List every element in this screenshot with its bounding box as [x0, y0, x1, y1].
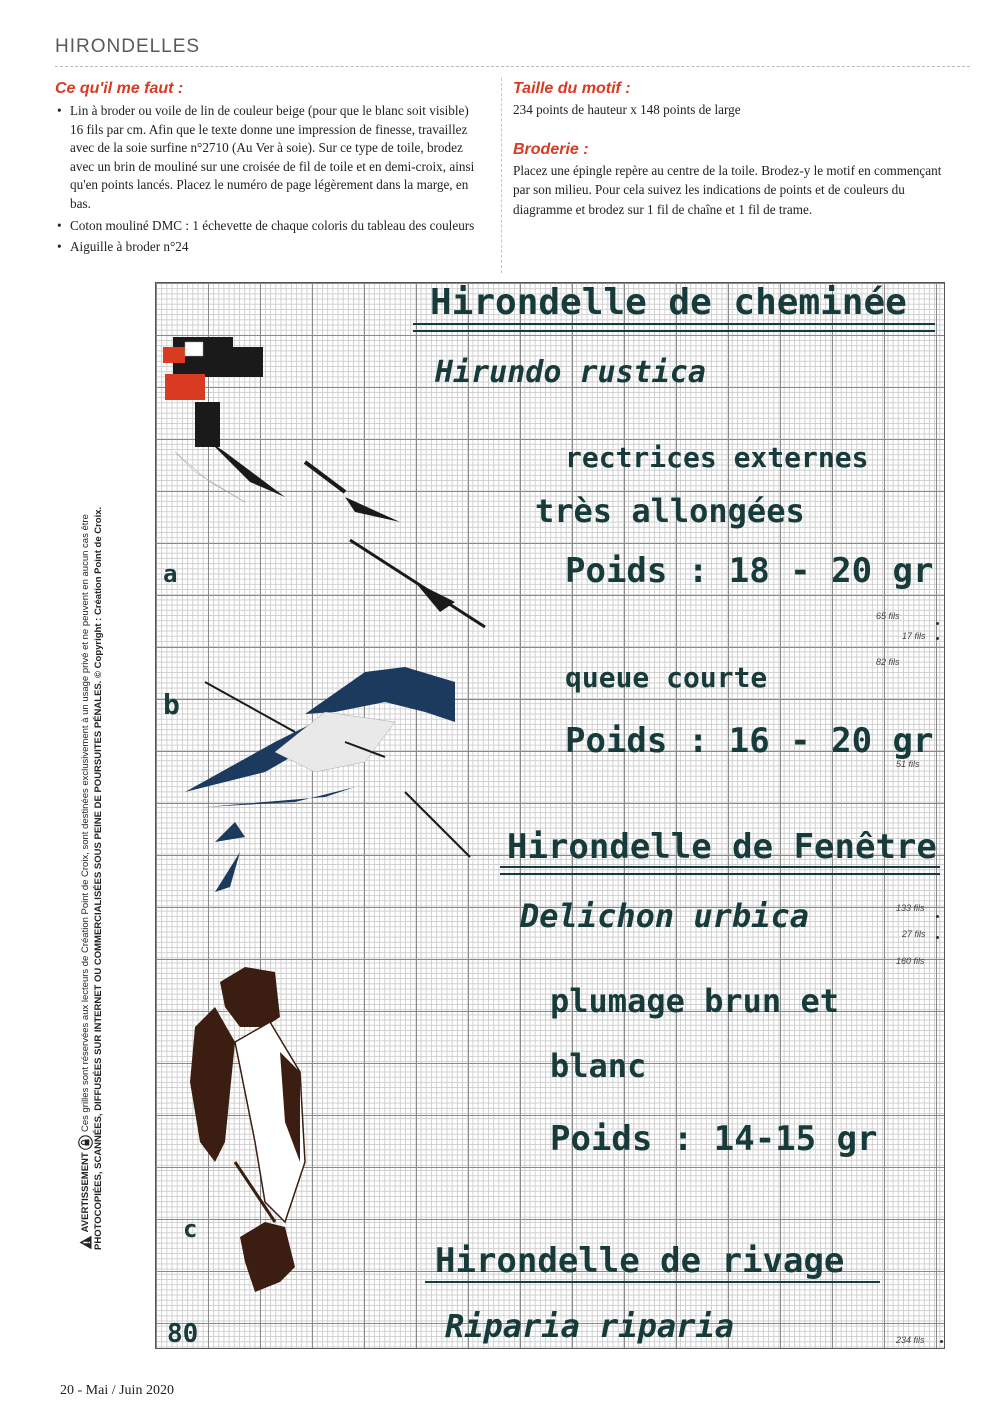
chart-title-sand-martin: Hirondelle de rivage: [435, 1241, 845, 1281]
chart-letter-b: b: [163, 688, 180, 721]
fils-dot: [936, 622, 939, 625]
materials-item: • Aiguille à broder n°24: [55, 238, 485, 257]
warning-title: AVERTISSEMENT: [80, 1152, 92, 1233]
fils-mark: 160 fils: [896, 956, 925, 966]
warning-line1: Ces grilles sont réservées aux lecteurs de Création Point de Croix, sont destinées exclusivement à un usage privé et ne peuvent en aucun cas être: [80, 514, 92, 1133]
motif-size-heading: Taille du motif :: [513, 80, 631, 97]
materials-item: • Lin à broder ou voile de lin de couleur beige (pour que le blanc soit visible) 16 fils par cm. Afin que le texte donne une impression de finesse, travaillez avec de la soie surfine n°2710 (Au Ver à soie). Sur ce type de toile, brodez avec un brin de mouliné sur une croisée de fil de toile et en demi-croix, ainsi qu'en points lancés. Placez le numéro de page légèrement dans la marge, en bas.: [55, 102, 485, 214]
lock-icon: [78, 1135, 93, 1150]
chart-text-line: queue courte: [565, 661, 768, 694]
house-martin-motif: [185, 667, 470, 892]
chart-text-line: rectrices externes: [565, 441, 869, 474]
chart-text-line: blanc: [550, 1047, 647, 1085]
chart-letters: [163, 560, 198, 1349]
section-title: HIRONDELLES: [55, 36, 201, 57]
motif-size-text: 234 points de hauteur x 148 points de large: [513, 102, 741, 117]
chart-text-line: très allongées: [535, 492, 805, 530]
materials-section: [55, 80, 485, 260]
chart-latin-house-martin: Delichon urbica: [520, 897, 809, 935]
chart-title-house-martin: Hirondelle de Fenêtre: [507, 827, 937, 867]
fils-mark: 65 fils: [876, 611, 900, 621]
warning-icon: [78, 1235, 93, 1250]
page-footer: 20 - Mai / Juin 2020: [60, 1383, 174, 1398]
fils-dot: [936, 637, 939, 640]
chart-weight-house-martin: Poids : 16 - 20 gr: [565, 721, 934, 761]
materials-item: • Coton mouliné DMC : 1 échevette de chaque coloris du tableau des couleurs: [55, 217, 485, 236]
fils-mark: 51 fils: [896, 759, 920, 769]
instructions-section: [513, 80, 953, 219]
embroidery-heading: Broderie :: [513, 140, 589, 158]
chart-weight-sand-martin: Poids : 14-15 gr: [550, 1119, 878, 1159]
materials-heading: Ce qu'il me faut :: [55, 80, 184, 97]
chart-title-barn-swallow: Hirondelle de cheminée: [430, 282, 907, 323]
warning-line2: PHOTOCOPIÉES, SCANNÉES, DIFFUSÉES SUR INTERNET OU COMMERCIALISÉES SOUS PEINE DE POURSUITES PÉNALES. © Copyright : Création Point de Croix.: [93, 506, 104, 1250]
fils-dot: [936, 936, 939, 939]
chart-text-line: plumage brun et: [550, 982, 839, 1020]
fils-mark: 234 fils: [896, 1335, 925, 1345]
chart-weight-barn-swallow: Poids : 18 - 20 gr: [565, 551, 934, 591]
header-divider: [55, 66, 970, 67]
chart-letter-a: a: [163, 560, 178, 588]
fils-dot: [940, 1340, 943, 1343]
embroidery-text: Placez une épingle repère au centre de la toile. Brodez-y le motif en commençant par son milieu. Pour cela suivez les indications de points et de couleurs du diagramme et brodez sur 1 fil de chaîne et 1 fil de trame.: [513, 162, 942, 217]
fils-mark: 82 fils: [876, 657, 900, 667]
sand-martin-motif: [190, 967, 305, 1292]
chart-letter-c: c: [183, 1215, 198, 1243]
materials-list: [55, 102, 485, 257]
fils-dot: [936, 915, 939, 918]
chart-latin-sand-martin: Riparia riparia: [445, 1307, 734, 1345]
chart-latin-barn-swallow: Hirundo rustica: [435, 355, 706, 390]
page-number-label: 80: [167, 1319, 199, 1349]
fils-mark: 133 fils: [896, 903, 925, 913]
cross-stitch-chart: [155, 282, 945, 1349]
fils-mark: 27 fils: [902, 929, 926, 939]
copyright-warning: [78, 250, 138, 1250]
fils-mark: 17 fils: [902, 631, 926, 641]
column-divider: [501, 78, 502, 273]
